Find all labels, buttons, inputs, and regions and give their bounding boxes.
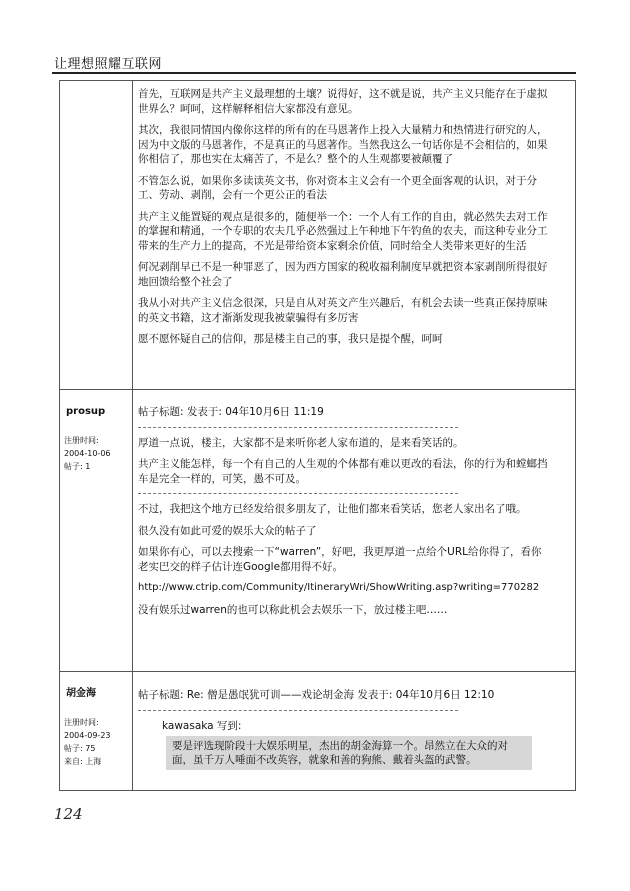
table-border-left (59, 80, 60, 791)
post-paragraph: 不管怎么说，如果你多读读英文书，你对资本主义会有一个更全面客观的认识，对于分工、劳动、剥削，会有一个更公正的看法 (138, 174, 537, 201)
table-border-top (59, 80, 576, 81)
dashed-separator (138, 493, 458, 494)
url-text: http://www.ctrip.com/Community/ItineraryWri/ShowWriting.asp?writing=770282 (138, 582, 540, 593)
register-date: 2004-09-23 (64, 731, 111, 740)
table-row-divider (59, 389, 576, 390)
post-body (138, 405, 550, 624)
table-column-divider (132, 80, 133, 791)
post-paragraph: 很久没有如此可爱的娱乐大众的帖子了 (138, 524, 317, 537)
register-date: 2004-10-06 (64, 449, 111, 458)
table-row-divider (59, 671, 576, 672)
post-body (138, 688, 550, 770)
post-count: 帖子: 1 (64, 462, 91, 471)
post-paragraph: 我从小对共产主义信念很深，只是自从对英文产生兴趣后，有机会去读一些真正保持原味的英文书籍，这才渐渐发现我被蒙骗得有多厉害 (138, 297, 548, 324)
author-info (64, 688, 132, 769)
register-label: 注册时间: (64, 436, 99, 445)
post-paragraph: 共产主义能置疑的观点是很多的，随便举一个：一个人有工作的自由，就必然失去对工作的掌握和精通，一个专职的农夫几乎必然强过上午种地下午钓鱼的农夫，而这种专业分工带来的生产力上的提高，不光是带给资本家剩余价值，同时给全人类带来更好的生活 (138, 210, 548, 252)
post-count: 帖子: 75 (64, 744, 96, 753)
post-paragraph: 厚道一点说，楼主，大家都不是来听你老人家布道的，是来看笑话的。 (138, 436, 464, 449)
post-paragraph: 不过，我把这个地方已经发给很多朋友了，让他们都来看笑话，您老人家出名了哦。 (138, 503, 527, 515)
author-name: prosup (66, 406, 106, 417)
dashed-separator (138, 710, 458, 711)
post-paragraph: 其次，我很同情国内像你这样的所有的在马恩著作上投入大量精力和热情进行研究的人，因为中文版的马恩著作，不是真正的马恩著作。当然我这么一句话你是不会相信的，如果你相信了，那也实在太痛苦了，不是么？整个的人生观都要被颠覆了 (138, 124, 548, 165)
author-info (64, 406, 132, 474)
table-border-right (575, 80, 576, 791)
dashed-separator (138, 427, 458, 428)
post-paragraph: 共产主义能怎样，每一个有自己的人生观的个体都有难以更改的看法，你的行为和螳螂挡车是完全一样的，可笑，愚不可及。 (138, 458, 548, 485)
post-paragraph: 愿不愿怀疑自己的信仰，那是楼主自己的事，我只是提个醒，呵呵 (138, 333, 443, 345)
register-label: 注册时间: (64, 718, 99, 727)
post-paragraph: 首先，互联网是共产主义最理想的土壤？说得好，这不就是说，共产主义只能存在于虚拟世界么？呵呵，这样解释相信大家都没有意见。 (138, 88, 548, 115)
post-paragraph: 何况剥削早已不是一种罪恶了，因为西方国家的税收福利制度早就把资本家剥削所得很好地回馈给整个社会了 (138, 261, 548, 288)
post-body (138, 87, 550, 354)
location: 来自: 上海 (64, 757, 102, 766)
quote-attribution: kawasaka 写到: (162, 719, 242, 732)
quote-box: 要是评选现阶段十大娱乐明星，杰出的胡金海算一个。昂然立在大众的对面，虽千万人唾面不改英容，就象和善的狗熊、戴着头盔的武警。 (166, 736, 532, 770)
page-number: 124 (54, 805, 83, 823)
post-paragraph: 如果你有心，可以去搜索一下“warren”，好吧，我更厚道一点给个URL给你得了，看你老实巴交的样子估计连Google都用得不好。 (138, 546, 542, 573)
author-name: 胡金海 (66, 688, 96, 699)
table-border-bottom (59, 790, 576, 791)
post-title-line: 帖子标题: 发表于: 04年10月6日 11:19 (138, 406, 324, 418)
running-header-title: 让理想照耀互联网 (54, 57, 163, 72)
header-rule (52, 72, 576, 74)
post-paragraph: 没有娱乐过warren的也可以称此机会去娱乐一下，放过楼主吧…… (138, 603, 448, 616)
post-title-line: 帖子标题: Re: 僧是愚氓犹可训——戏论胡金海 发表于: 04年10月6日 12:10 (138, 689, 495, 701)
